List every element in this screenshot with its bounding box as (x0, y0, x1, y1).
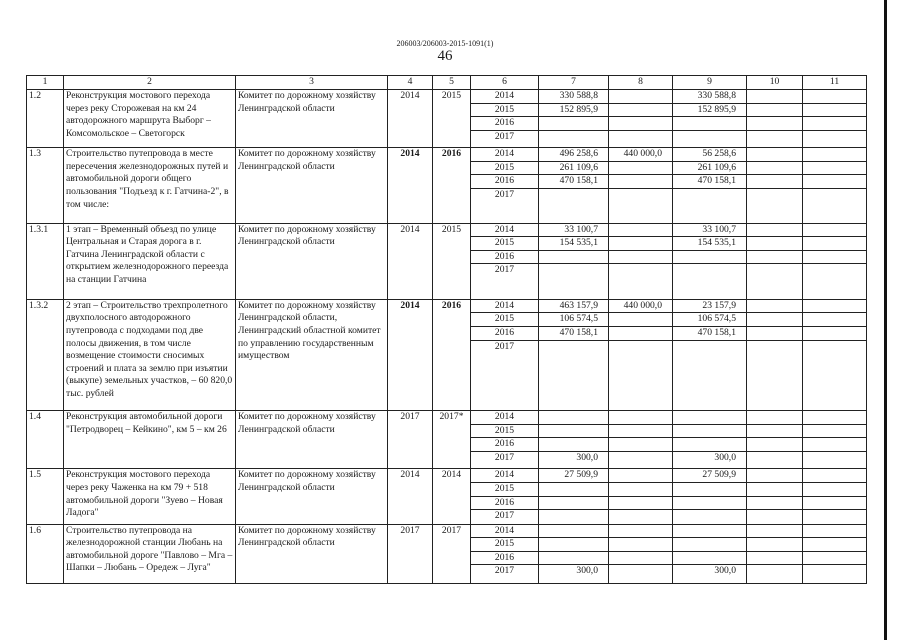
year-cell: 2015 (471, 103, 539, 117)
row-number-cell: 1.3.2 (27, 299, 64, 410)
total-cell: 470 158,1 (539, 327, 609, 341)
year-cell: 2015 (471, 161, 539, 175)
table-row (27, 524, 867, 538)
federal-cell (609, 565, 673, 584)
col10-cell (747, 264, 803, 300)
total-cell (539, 510, 609, 525)
row-number-cell: 1.2 (27, 90, 64, 148)
total-cell: 261 109,6 (539, 161, 609, 175)
year-cell: 2017 (471, 451, 539, 469)
col10-cell (747, 90, 803, 104)
row-name-cell: Строительство путепровода в месте пересечения железнодорожных путей и автомобильной дороги общего пользования "Подъезд к г. Гатчина-2", в том числе: (64, 148, 236, 223)
col11-cell (803, 130, 867, 148)
page-edge (884, 0, 887, 640)
year-cell: 2015 (471, 313, 539, 327)
federal-cell (609, 313, 673, 327)
col10-cell (747, 469, 803, 483)
federal-cell (609, 524, 673, 538)
table-body (27, 76, 867, 584)
total-cell (539, 496, 609, 510)
row-start-year-cell: 2014 (388, 299, 433, 410)
regional-cell: 33 100,7 (673, 223, 747, 237)
row-end-year-cell: 2014 (433, 469, 471, 524)
col11-cell (803, 313, 867, 327)
regional-cell (673, 117, 747, 131)
col10-cell (747, 130, 803, 148)
regional-cell: 300,0 (673, 565, 747, 584)
row-end-year-cell: 2016 (433, 299, 471, 410)
year-cell: 2016 (471, 175, 539, 189)
federal-cell (609, 551, 673, 565)
col11-cell (803, 250, 867, 264)
col10-cell (747, 483, 803, 497)
regional-cell (673, 424, 747, 438)
table-row (27, 411, 867, 425)
federal-cell (609, 250, 673, 264)
col11-cell (803, 510, 867, 525)
total-cell (539, 411, 609, 425)
regional-cell (673, 340, 747, 411)
col11-cell (803, 469, 867, 483)
total-cell (539, 250, 609, 264)
regional-cell (673, 130, 747, 148)
col11-cell (803, 103, 867, 117)
regional-cell: 106 574,5 (673, 313, 747, 327)
row-customer-cell: Комитет по дорожному хозяйству Ленинградской области (236, 90, 388, 148)
regional-cell: 300,0 (673, 451, 747, 469)
row-start-year-cell: 2014 (388, 148, 433, 223)
row-number-cell: 1.4 (27, 411, 64, 469)
col10-cell (747, 496, 803, 510)
year-cell: 2014 (471, 90, 539, 104)
federal-cell (609, 483, 673, 497)
col11-cell (803, 340, 867, 411)
year-cell: 2014 (471, 411, 539, 425)
col10-cell (747, 175, 803, 189)
row-name-cell: Строительство путепровода на железнодорожной станции Любань на автомобильной дороге "Павлово – Мга – Шапки – Любань – Оредеж – Луга" (64, 524, 236, 583)
col10-cell (747, 148, 803, 162)
row-end-year-cell: 2015 (433, 223, 471, 299)
year-cell: 2014 (471, 223, 539, 237)
col11-cell (803, 496, 867, 510)
col11-cell (803, 189, 867, 224)
total-cell (539, 483, 609, 497)
table-row (27, 90, 867, 104)
header-cell: 10 (747, 76, 803, 90)
regional-cell: 154 535,1 (673, 237, 747, 251)
col11-cell (803, 299, 867, 313)
row-number-cell: 1.5 (27, 469, 64, 524)
col11-cell (803, 117, 867, 131)
col11-cell (803, 264, 867, 300)
regional-cell (673, 438, 747, 452)
total-cell: 154 535,1 (539, 237, 609, 251)
row-end-year-cell: 2016 (433, 148, 471, 223)
regional-cell: 56 258,6 (673, 148, 747, 162)
row-customer-cell: Комитет по дорожному хозяйству Ленинградской области, Ленинградский областной комитет по управлению государственным имуществом (236, 299, 388, 410)
col10-cell (747, 223, 803, 237)
year-cell: 2016 (471, 496, 539, 510)
federal-cell (609, 90, 673, 104)
year-cell: 2017 (471, 130, 539, 148)
col10-cell (747, 327, 803, 341)
header-cell: 8 (609, 76, 673, 90)
year-cell: 2014 (471, 524, 539, 538)
year-cell: 2014 (471, 148, 539, 162)
row-number-cell: 1.6 (27, 524, 64, 583)
total-cell (539, 551, 609, 565)
header-cell: 2 (64, 76, 236, 90)
total-cell (539, 438, 609, 452)
row-start-year-cell: 2014 (388, 469, 433, 524)
col11-cell (803, 161, 867, 175)
regional-cell: 152 895,9 (673, 103, 747, 117)
table-row (27, 223, 867, 237)
col11-cell (803, 148, 867, 162)
col11-cell (803, 223, 867, 237)
regional-cell (673, 510, 747, 525)
header-cell: 4 (388, 76, 433, 90)
page-number: 46 (437, 48, 453, 64)
year-cell: 2017 (471, 189, 539, 224)
header-cell: 5 (433, 76, 471, 90)
row-customer-cell: Комитет по дорожному хозяйству Ленинградской области (236, 148, 388, 223)
col10-cell (747, 438, 803, 452)
regional-cell (673, 483, 747, 497)
total-cell (539, 189, 609, 224)
row-customer-cell: Комитет по дорожному хозяйству Ленинградской области (236, 223, 388, 299)
regional-cell (673, 551, 747, 565)
col10-cell (747, 538, 803, 552)
regional-cell: 23 157,9 (673, 299, 747, 313)
federal-cell (609, 103, 673, 117)
col11-cell (803, 90, 867, 104)
col11-cell (803, 538, 867, 552)
total-cell: 463 157,9 (539, 299, 609, 313)
header-cell: 6 (471, 76, 539, 90)
total-cell (539, 424, 609, 438)
regional-cell: 470 158,1 (673, 327, 747, 341)
col10-cell (747, 103, 803, 117)
total-cell (539, 524, 609, 538)
program-table (26, 75, 867, 584)
federal-cell: 440 000,0 (609, 299, 673, 313)
col10-cell (747, 189, 803, 224)
row-customer-cell: Комитет по дорожному хозяйству Ленинградской области (236, 469, 388, 524)
year-cell: 2017 (471, 340, 539, 411)
federal-cell (609, 538, 673, 552)
federal-cell (609, 117, 673, 131)
regional-cell (673, 411, 747, 425)
col11-cell (803, 438, 867, 452)
federal-cell (609, 424, 673, 438)
total-cell: 300,0 (539, 565, 609, 584)
year-cell: 2015 (471, 424, 539, 438)
federal-cell (609, 510, 673, 525)
row-customer-cell: Комитет по дорожному хозяйству Ленинградской области (236, 524, 388, 583)
regional-cell: 27 509,9 (673, 469, 747, 483)
col11-cell (803, 524, 867, 538)
year-cell: 2017 (471, 264, 539, 300)
regional-cell: 330 588,8 (673, 90, 747, 104)
document-code: 206003/206003-2015-1091(1) (396, 39, 494, 48)
row-number-cell: 1.3.1 (27, 223, 64, 299)
year-cell: 2016 (471, 551, 539, 565)
row-customer-cell: Комитет по дорожному хозяйству Ленинградской области (236, 411, 388, 469)
table-row (27, 148, 867, 162)
federal-cell (609, 340, 673, 411)
federal-cell (609, 130, 673, 148)
col11-cell (803, 551, 867, 565)
total-cell (539, 538, 609, 552)
header-row (27, 76, 867, 90)
federal-cell (609, 189, 673, 224)
row-name-cell: 1 этап – Временный объезд по улице Центральная и Старая дорога в г. Гатчина Ленинградской области с открытием железнодорожного переезда на станции Гатчина (64, 223, 236, 299)
federal-cell (609, 264, 673, 300)
year-cell: 2017 (471, 565, 539, 584)
row-name-cell: Реконструкция автомобильной дороги "Петродворец – Кейкино", км 5 – км 26 (64, 411, 236, 469)
year-cell: 2014 (471, 469, 539, 483)
col10-cell (747, 250, 803, 264)
header-cell: 9 (673, 76, 747, 90)
row-start-year-cell: 2014 (388, 90, 433, 148)
col10-cell (747, 424, 803, 438)
total-cell: 470 158,1 (539, 175, 609, 189)
table-row (27, 299, 867, 313)
year-cell: 2014 (471, 299, 539, 313)
row-name-cell: Реконструкция мостового перехода через реку Сторожевая на км 24 автодорожного маршрута Выборг – Комсомольское – Светогорск (64, 90, 236, 148)
col10-cell (747, 551, 803, 565)
regional-cell (673, 496, 747, 510)
federal-cell (609, 438, 673, 452)
year-cell: 2016 (471, 250, 539, 264)
header-cell: 7 (539, 76, 609, 90)
col10-cell (747, 524, 803, 538)
total-cell: 27 509,9 (539, 469, 609, 483)
regional-cell (673, 264, 747, 300)
row-end-year-cell: 2015 (433, 90, 471, 148)
federal-cell (609, 451, 673, 469)
year-cell: 2017 (471, 510, 539, 525)
federal-cell (609, 327, 673, 341)
table-row (27, 469, 867, 483)
col11-cell (803, 565, 867, 584)
year-cell: 2015 (471, 483, 539, 497)
regional-cell (673, 250, 747, 264)
total-cell (539, 340, 609, 411)
regional-cell: 470 158,1 (673, 175, 747, 189)
col10-cell (747, 451, 803, 469)
row-number-cell: 1.3 (27, 148, 64, 223)
total-cell (539, 117, 609, 131)
federal-cell (609, 469, 673, 483)
regional-cell (673, 524, 747, 538)
total-cell: 496 258,6 (539, 148, 609, 162)
col10-cell (747, 510, 803, 525)
col11-cell (803, 451, 867, 469)
regional-cell (673, 189, 747, 224)
federal-cell (609, 496, 673, 510)
row-start-year-cell: 2014 (388, 223, 433, 299)
col10-cell (747, 313, 803, 327)
federal-cell: 440 000,0 (609, 148, 673, 162)
federal-cell (609, 223, 673, 237)
row-start-year-cell: 2017 (388, 524, 433, 583)
year-cell: 2015 (471, 538, 539, 552)
col10-cell (747, 411, 803, 425)
federal-cell (609, 237, 673, 251)
total-cell: 106 574,5 (539, 313, 609, 327)
col11-cell (803, 175, 867, 189)
year-cell: 2016 (471, 327, 539, 341)
row-end-year-cell: 2017* (433, 411, 471, 469)
row-end-year-cell: 2017 (433, 524, 471, 583)
total-cell: 33 100,7 (539, 223, 609, 237)
total-cell: 330 588,8 (539, 90, 609, 104)
col11-cell (803, 237, 867, 251)
regional-cell: 261 109,6 (673, 161, 747, 175)
col11-cell (803, 424, 867, 438)
federal-cell (609, 161, 673, 175)
header-cell: 3 (236, 76, 388, 90)
total-cell (539, 264, 609, 300)
header-cell: 1 (27, 76, 64, 90)
year-cell: 2015 (471, 237, 539, 251)
row-name-cell: 2 этап – Строительство трехпролетного двухполосного автодорожного путепровода с подходами под две полосы движения, в том числе возмещение стоимости сносимых строений и плата за землю при изъятии (выкупе) земельных участков, – 60 820,0 тыс. рублей (64, 299, 236, 410)
header-cell: 11 (803, 76, 867, 90)
row-name-cell: Реконструкция мостового перехода через реку Чаженка на км 79 + 518 автомобильной дороги "Зуево – Новая Ладога" (64, 469, 236, 524)
federal-cell (609, 175, 673, 189)
col11-cell (803, 327, 867, 341)
col10-cell (747, 161, 803, 175)
col10-cell (747, 117, 803, 131)
year-cell: 2016 (471, 438, 539, 452)
total-cell: 152 895,9 (539, 103, 609, 117)
total-cell: 300,0 (539, 451, 609, 469)
total-cell (539, 130, 609, 148)
row-start-year-cell: 2017 (388, 411, 433, 469)
col10-cell (747, 565, 803, 584)
regional-cell (673, 538, 747, 552)
col11-cell (803, 411, 867, 425)
col10-cell (747, 237, 803, 251)
col11-cell (803, 483, 867, 497)
federal-cell (609, 411, 673, 425)
year-cell: 2016 (471, 117, 539, 131)
col10-cell (747, 340, 803, 411)
col10-cell (747, 299, 803, 313)
